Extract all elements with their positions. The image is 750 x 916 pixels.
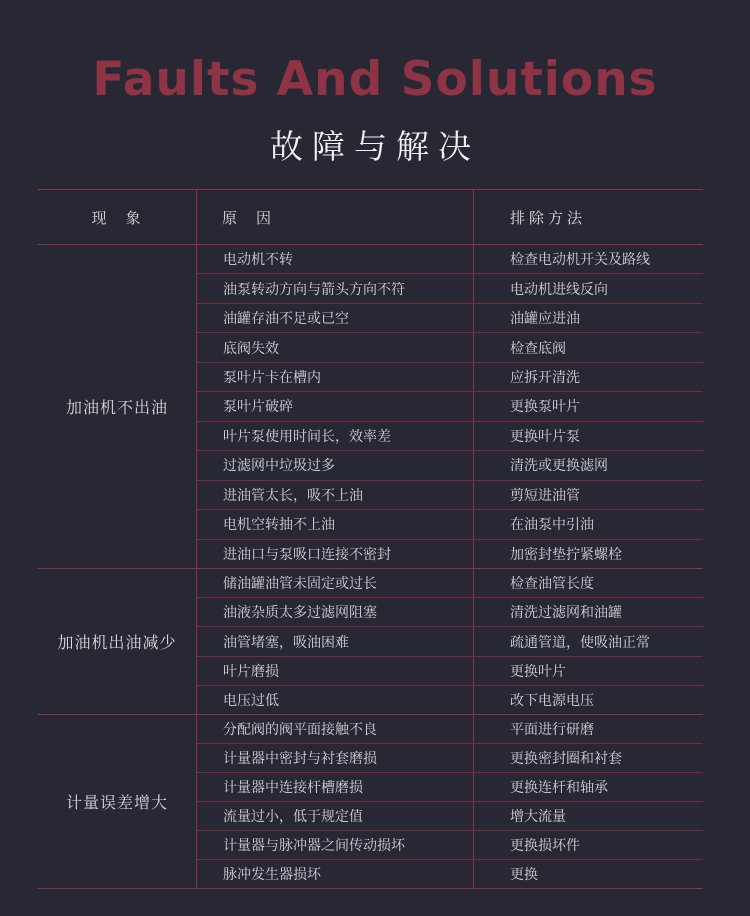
cause-cell: 油泵转动方向与箭头方向不符: [223, 281, 405, 298]
solution-cell: 检查油管长度: [473, 569, 703, 597]
solution-cell: 更换损坏件: [473, 831, 703, 859]
cause-cell: 过滤网中垃圾过多: [223, 458, 335, 475]
column-header-solution: 排除方法: [473, 190, 703, 244]
phenomenon-cell: 计量误差增大: [38, 715, 197, 888]
cause-cell: 泵叶片卡在槽内: [223, 370, 321, 387]
table-row: [197, 245, 703, 274]
solution-cell: 更换连杆和轴承: [473, 773, 703, 801]
solution-cell: 应拆开清洗: [473, 363, 703, 391]
cause-cell: 储油罐油管未固定或过长: [223, 576, 377, 593]
table-row: [197, 569, 703, 598]
section-rows: [197, 245, 703, 568]
page-title-english: Faults And Solutions: [92, 52, 658, 107]
cause-cell: 油管堵塞，吸油困难: [223, 634, 349, 651]
cause-cell: 叶片泵使用时间长，效率差: [223, 428, 391, 445]
cause-cell: 油罐存油不足或已空: [223, 311, 349, 328]
solution-cell: 剪短进油管: [473, 481, 703, 509]
table-row: [197, 451, 703, 480]
table-row: [197, 304, 703, 333]
cause-cell: 计量器中连接杆槽磨损: [223, 780, 363, 796]
table-row: [197, 802, 703, 831]
table-row: [197, 392, 703, 421]
column-header-phenomenon: 现 象: [38, 190, 197, 244]
solution-cell: 清洗或更换滤网: [473, 451, 703, 479]
cause-cell: 油液杂质太多过滤网阻塞: [223, 605, 377, 622]
table-row: [197, 627, 703, 656]
solution-cell: 清洗过滤网和油罐: [473, 598, 703, 626]
table-row: [197, 657, 703, 686]
solution-cell: 改下电源电压: [473, 686, 703, 714]
page-title-chinese: 故障与解决: [270, 127, 480, 166]
table-body: [38, 245, 703, 889]
cause-cell: 叶片磨损: [223, 663, 279, 680]
cause-cell: 计量器中密封与衬套磨损: [223, 751, 377, 767]
table-row: [197, 744, 703, 773]
phenomenon-cell: 加油机不出油: [38, 245, 197, 568]
cause-cell: 进油管太长，吸不上油: [223, 487, 363, 504]
table-header-row: [38, 190, 703, 245]
cause-cell: 电机空转抽不上油: [223, 517, 335, 534]
solution-cell: 平面进行研磨: [473, 715, 703, 743]
cause-cell: 分配阀的阀平面接触不良: [223, 722, 377, 738]
table-row: [197, 274, 703, 303]
solution-cell: 更换叶片: [473, 657, 703, 685]
table-row: [197, 363, 703, 392]
section-rows: [197, 715, 703, 888]
solution-cell: 更换叶片泵: [473, 422, 703, 450]
table-row: [197, 831, 703, 860]
table-row: [197, 860, 703, 888]
solution-cell: 更换泵叶片: [473, 392, 703, 420]
cause-cell: 底阀失效: [223, 340, 279, 357]
solution-cell: 检查底阀: [473, 333, 703, 361]
cause-cell: 计量器与脉冲器之间传动损坏: [223, 838, 405, 854]
table-section: [38, 715, 703, 889]
table-row: [197, 422, 703, 451]
solution-cell: 更换密封圈和衬套: [473, 744, 703, 772]
solution-cell: 增大流量: [473, 802, 703, 830]
section-rows: [197, 569, 703, 714]
table-row: [197, 510, 703, 539]
table-row: [197, 686, 703, 714]
cause-cell: 电动机不转: [223, 252, 293, 269]
table-row: [197, 773, 703, 802]
solution-cell: 在油泵中引油: [473, 510, 703, 538]
solution-cell: 油罐应进油: [473, 304, 703, 332]
solution-cell: 电动机进线反向: [473, 274, 703, 302]
cause-cell: 进油口与泵吸口连接不密封: [223, 546, 391, 563]
cause-cell: 电压过低: [223, 692, 279, 709]
table-row: [197, 715, 703, 744]
cause-cell: 脉冲发生器损坏: [223, 867, 321, 883]
table-row: [197, 540, 703, 568]
table-row: [197, 598, 703, 627]
cause-cell: 泵叶片破碎: [223, 399, 293, 416]
table-section: [38, 569, 703, 715]
table-row: [197, 481, 703, 510]
table-section: [38, 245, 703, 569]
cause-cell: 流量过小，低于规定值: [223, 809, 363, 825]
solution-cell: 疏通管道，使吸油正常: [473, 627, 703, 655]
solution-cell: 检查电动机开关及路线: [473, 245, 703, 273]
faults-table: [38, 189, 703, 889]
column-header-cause: 原 因: [222, 208, 274, 227]
solution-cell: 更换: [473, 860, 703, 888]
solution-cell: 加密封垫拧紧螺栓: [473, 540, 703, 568]
table-row: [197, 333, 703, 362]
phenomenon-cell: 加油机出油减少: [38, 569, 197, 714]
